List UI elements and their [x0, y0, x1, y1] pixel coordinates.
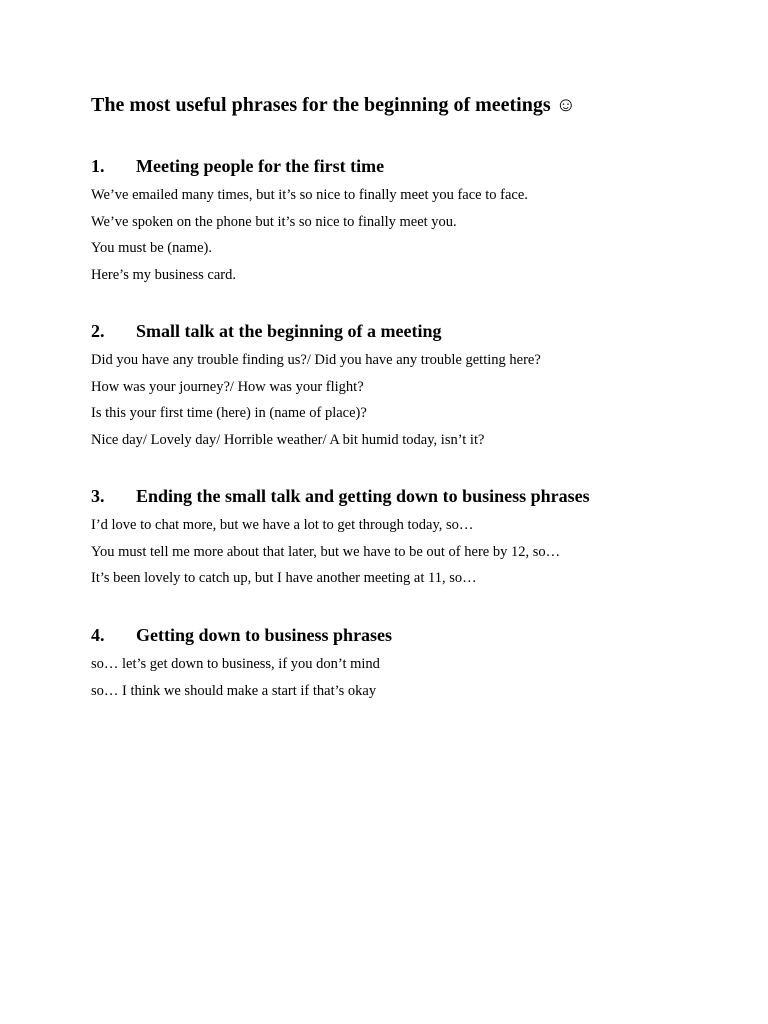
phrase-line: It’s been lovely to catch up, but I have another meeting at 11, so… — [91, 570, 477, 586]
section-getting-down-to-business — [91, 623, 731, 704]
section-number: 2. — [91, 321, 105, 341]
section-number: 4. — [91, 625, 105, 645]
section-title: Getting down to business phrases — [136, 625, 393, 645]
phrase-line: I’d love to chat more, but we have a lot to get through today, so… — [91, 517, 474, 533]
phrase-list — [91, 651, 731, 704]
document-title: The most useful phrases for the beginning of meetings ☺ — [91, 94, 577, 116]
section-small-talk — [91, 319, 731, 453]
section-meeting-people — [91, 154, 731, 288]
phrase-line: We’ve emailed many times, but it’s so nice to finally meet you face to face. — [91, 187, 528, 203]
phrase-line: Nice day/ Lovely day/ Horrible weather/ A bit humid today, isn’t it? — [91, 431, 485, 448]
phrase-line: Did you have any trouble finding us?/ Did you have any trouble getting here? — [91, 352, 541, 368]
phrase-line: so… let’s get down to business, if you don’t mind — [91, 656, 380, 672]
phrase-line: so… I think we should make a start if that’s okay — [91, 682, 377, 699]
section-title: Small talk at the beginning of a meeting — [136, 321, 442, 341]
section-title: Ending the small talk and getting down to business phrases — [136, 486, 590, 506]
phrase-line: Is this your first time (here) in (name of place)? — [91, 405, 367, 421]
section-heading — [91, 484, 731, 508]
phrase-line: How was your journey?/ How was your flight? — [91, 378, 364, 395]
section-number: 1. — [91, 156, 105, 176]
phrase-line: You must be (name). — [91, 240, 212, 256]
section-ending-small-talk — [91, 484, 731, 592]
section-number: 3. — [91, 486, 105, 506]
section-heading — [91, 154, 731, 178]
phrase-list — [91, 347, 731, 453]
section-title: Meeting people for the first time — [136, 156, 385, 176]
phrase-line: You must tell me more about that later, but we have to be out of here by 12, so… — [91, 543, 561, 560]
phrase-list — [91, 512, 731, 592]
phrase-line: We’ve spoken on the phone but it’s so nice to finally meet you. — [91, 213, 457, 230]
section-heading — [91, 319, 731, 343]
phrase-list — [91, 182, 731, 288]
phrase-line: Here’s my business card. — [91, 266, 236, 283]
section-heading — [91, 623, 731, 647]
